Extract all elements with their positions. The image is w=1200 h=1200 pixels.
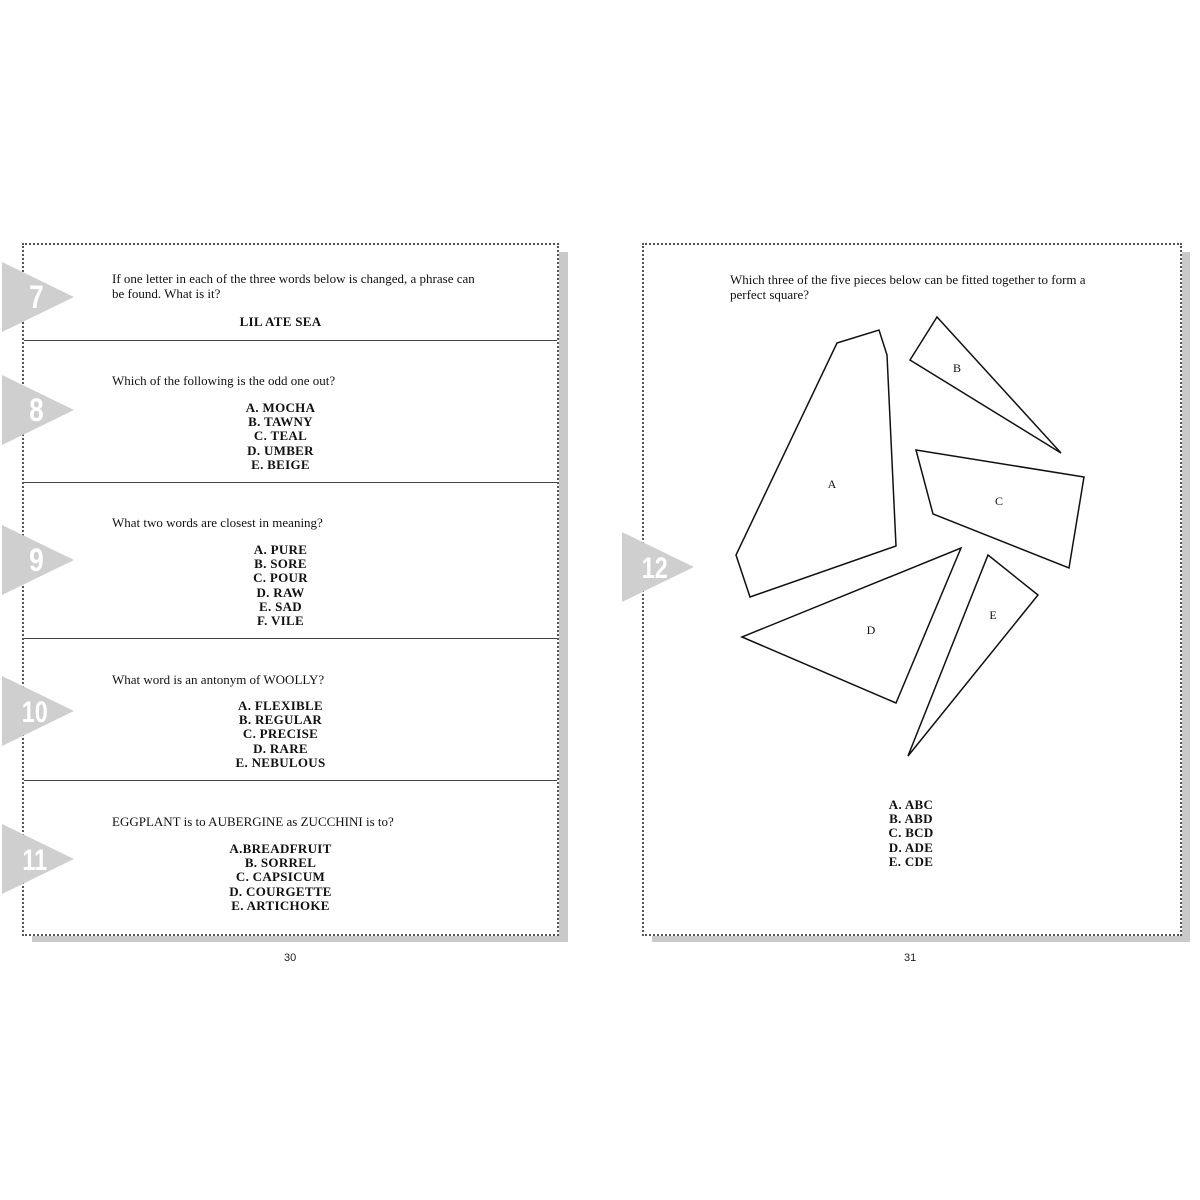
answer-option: A.BREADFRUIT (229, 841, 332, 856)
question-10-section (21, 638, 557, 781)
question-number: 7 (29, 280, 44, 316)
answer-option: D. COURGETTE (229, 883, 332, 899)
question-number: 12 (641, 551, 668, 585)
answer-option: D. UMBER (247, 442, 314, 458)
question-8-answers (4, 401, 557, 472)
question-number: 8 (29, 393, 44, 429)
answer-option: A. ABC (888, 797, 934, 812)
answer-line: LIL ATE SEA (239, 314, 322, 329)
question-number-tab-8 (2, 375, 74, 445)
answer-option: A. MOCHA (245, 400, 316, 415)
question-9-section (24, 482, 557, 639)
answer-option: E. NEBULOUS (235, 754, 326, 770)
question-7-section (24, 245, 557, 340)
question-11-section (24, 780, 557, 937)
question-number-tab-11 (2, 824, 74, 894)
question-11-answers (4, 842, 557, 913)
answer-option: B. ABD (889, 811, 933, 827)
answer-option: E. SAD (259, 598, 302, 614)
answer-option: E. CDE (888, 853, 934, 869)
question-11-text: EGGPLANT is to AUBERGINE as ZUCCHINI is to? (112, 814, 394, 829)
question-12-text: Which three of the five pieces below can be fitted together to form a perfect square? (730, 272, 1086, 302)
question-7-answers (4, 315, 557, 329)
page-number-left: 30 (284, 952, 297, 964)
answer-option: E. ARTICHOKE (231, 897, 330, 913)
answer-option: D. ADE (888, 839, 934, 855)
answer-option: B. TAWNY (248, 414, 313, 430)
answer-option: D. RARE (253, 740, 308, 756)
right-page (642, 243, 1182, 936)
answer-option: C. CAPSICUM (235, 869, 326, 885)
question-number: 11 (22, 843, 48, 877)
piece-label-e: E (989, 608, 997, 622)
answer-option: F. VILE (257, 613, 304, 629)
answer-option: D. RAW (256, 584, 305, 600)
question-number-tab-9 (2, 525, 74, 595)
piece-label-b: B (952, 361, 962, 375)
question-number: 9 (29, 543, 44, 579)
answer-option: E. BEIGE (251, 456, 310, 472)
answer-option: B. REGULAR (238, 712, 323, 728)
piece-label-a: A (827, 477, 837, 491)
question-10-answers (4, 699, 557, 770)
question-8-section (24, 340, 557, 483)
question-number-tab-7 (2, 262, 74, 332)
piece-c-shape (916, 450, 1084, 568)
question-9-text: What two words are closest in meaning? (112, 515, 323, 530)
question-number-tab-12 (622, 532, 694, 602)
question-10-text: What word is an antonym of WOOLLY? (112, 672, 325, 687)
question-number: 10 (21, 695, 48, 729)
piece-a-shape (736, 330, 896, 597)
left-page (22, 243, 559, 936)
question-12-answers (642, 798, 1180, 869)
piece-label-c: C (994, 494, 1004, 508)
piece-label-d: D (866, 623, 876, 637)
answer-option: B. SORREL (244, 855, 317, 871)
answer-option: A. FLEXIBLE (238, 698, 323, 713)
piece-b-shape (910, 317, 1061, 453)
page-number-right: 31 (904, 952, 917, 964)
answer-option: C. TEAL (253, 428, 308, 444)
question-number-tab-10 (2, 676, 74, 746)
answer-option: C. BCD (888, 825, 934, 841)
question-9-answers (4, 543, 557, 628)
question-8-text: Which of the following is the odd one out? (112, 373, 336, 388)
question-7-text: If one letter in each of the three words below is changed, a phrase can be found. What is it? (112, 271, 475, 301)
answer-option: C. POUR (253, 570, 308, 586)
answer-option: C. PRECISE (242, 726, 319, 742)
answer-option: B. SORE (254, 556, 307, 572)
answer-option: A. PURE (253, 542, 308, 557)
